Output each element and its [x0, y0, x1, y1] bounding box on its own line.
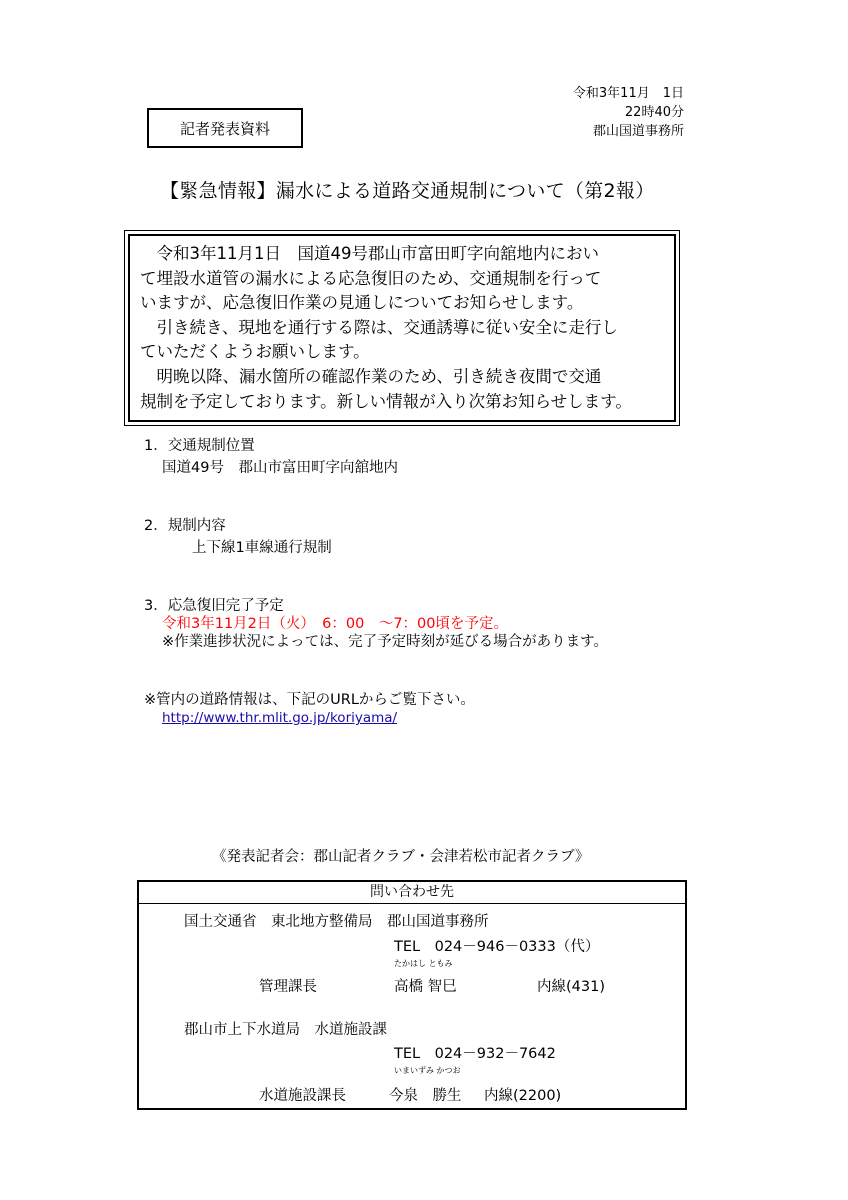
completion-schedule: 令和3年11月2日（火） 6：00 ～7：00頃を予定。: [162, 616, 509, 632]
press-release-label-box: [147, 108, 303, 148]
notice-line: 明晩以降、漏水箇所の確認作業のため、引き続き夜間で交通: [140, 366, 602, 386]
contact-heading: 問い合わせ先: [139, 882, 685, 904]
notice-line: 令和3年11月1日 国道49号郡山市富田町字向舘地内におい: [140, 244, 599, 263]
issue-info: [573, 84, 684, 141]
contact-title-1: 管理課長: [259, 979, 317, 995]
road-info-text: ※管内の道路情報は、下記のURLからご覧下さい。: [144, 692, 475, 708]
issuing-office: 郡山国道事務所: [592, 124, 684, 139]
section-1-heading: 1．交通規制位置: [144, 438, 255, 454]
notice-line: 規制を予定しております。新しい情報が入り次第お知らせします。: [140, 391, 632, 411]
road-info-url-link[interactable]: http://www.thr.mlit.go.jp/koriyama/: [162, 710, 398, 726]
contact-name-2-reading: いまいずみ かつお: [394, 1066, 461, 1075]
contact-tel-2: TEL 024－932－7642: [394, 1046, 556, 1062]
contact-name-1-reading: たかはし ともみ: [394, 959, 453, 968]
section-2-heading: 2．規制内容: [144, 518, 226, 534]
issue-time: 22時40分: [624, 105, 684, 120]
notice-line: て埋設水道管の漏水による応急復旧のため、交通規制を行って: [140, 268, 602, 288]
contact-org-1: 国土交通省 東北地方整備局 郡山国道事務所: [184, 914, 489, 930]
notice-line: いますが、応急復旧作業の見通しについてお知らせします。: [140, 293, 584, 313]
contact-org-2: 郡山市上下水道局 水道施設課: [184, 1022, 387, 1038]
schedule-note: ※作業進捗状況によっては、完了予定時刻が延びる場合があります。: [162, 634, 608, 650]
contact-name-2: 今泉 勝生: [389, 1088, 462, 1104]
contact-name-1: 高橋 智巳: [394, 979, 457, 995]
notice-line: 引き続き、現地を通行する際は、交通誘導に従い安全に走行し: [140, 317, 618, 337]
contact-box: [137, 880, 687, 1110]
press-release-label: 記者発表資料: [179, 119, 270, 138]
contact-extension-2: 内線(2200): [484, 1088, 562, 1104]
section-1-body: 国道49号 郡山市富田町字向舘地内: [162, 460, 398, 476]
notice-inner-frame: [128, 234, 676, 422]
section-3-heading: 3．応急復旧完了予定: [144, 598, 284, 614]
contact-tel-1: TEL 024－946－0333（代）: [394, 939, 600, 955]
document-title: 【緊急情報】漏水による道路交通規制について（第2報）: [160, 180, 655, 202]
notice-box: [124, 230, 680, 426]
notice-line: ていただくようお願いします。: [140, 342, 370, 362]
contact-title-2: 水道施設課長: [259, 1088, 346, 1104]
press-club: 《発表記者会：郡山記者クラブ・会津若松市記者クラブ》: [212, 849, 590, 865]
issue-date: 令和3年11月 1日: [572, 86, 684, 101]
contact-extension-1: 内線(431): [537, 979, 605, 995]
section-2-body: 上下線1車線通行規制: [192, 540, 332, 556]
